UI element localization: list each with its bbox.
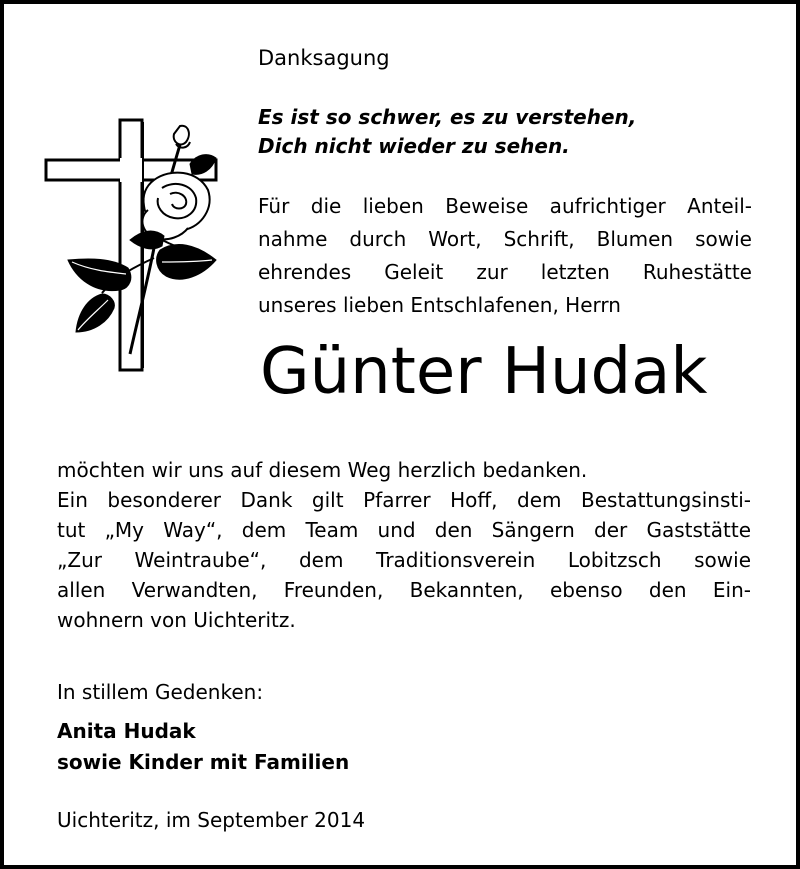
cross-with-rose-icon (42, 118, 220, 374)
intro-line: Für die lieben Beweise aufrichtiger Anteil- (258, 194, 752, 218)
thanks-line: möchten wir uns auf diesem Weg herzlich bedanken. (57, 458, 588, 482)
signatory-family: sowie Kinder mit Familien (57, 750, 350, 774)
thanks-line: allen Verwandten, Freunden, Bekannten, ebenso den Ein- (57, 578, 751, 602)
notice-heading: Danksagung (258, 46, 390, 70)
thanks-line: wohnern von Uichteritz. (57, 608, 296, 632)
intro-line: ehrendes Geleit zur letzten Ruhestätte (258, 260, 752, 284)
verse-line-1: Es ist so schwer, es zu verstehen, (258, 105, 637, 129)
deceased-name: Günter Hudak (260, 335, 708, 409)
thanks-line: „Zur Weintraube“, dem Traditionsverein Lobitzsch sowie (57, 548, 751, 572)
thanks-paragraph (57, 455, 751, 635)
intro-line: nahme durch Wort, Schrift, Blumen sowie (258, 227, 752, 251)
thanks-line: Ein besonderer Dank gilt Pfarrer Hoff, dem Bestattungsinsti- (57, 488, 751, 512)
memorial-line: In stillem Gedenken: (57, 680, 264, 704)
thanks-line: tut „My Way“, dem Team und den Sängern der Gaststätte (57, 518, 751, 542)
intro-paragraph (258, 190, 752, 322)
intro-line: unseres lieben Entschlafenen, Herrn (258, 293, 621, 317)
signatory-name: Anita Hudak (57, 719, 196, 743)
place-date: Uichteritz, im September 2014 (57, 808, 366, 832)
verse-line-2: Dich nicht wieder zu sehen. (258, 134, 570, 158)
